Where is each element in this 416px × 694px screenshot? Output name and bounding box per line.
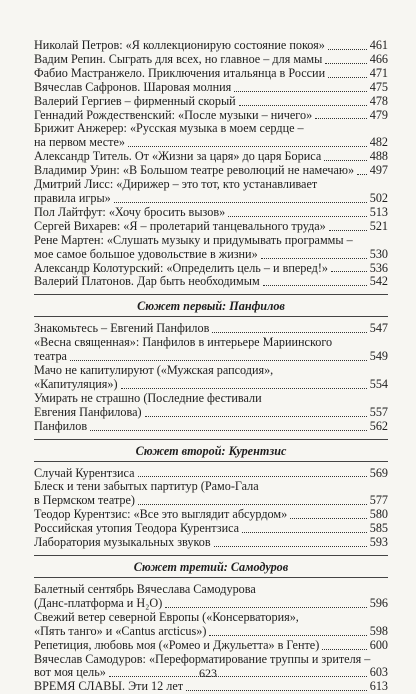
toc-entry bbox=[34, 150, 388, 164]
entry-page-number: 557 bbox=[369, 404, 388, 419]
toc-entry-line bbox=[34, 206, 388, 220]
dot-leader bbox=[328, 77, 367, 78]
section-divider bbox=[34, 555, 388, 556]
toc-entry bbox=[34, 639, 388, 653]
toc-entry-line bbox=[34, 583, 388, 597]
dot-leader bbox=[357, 174, 367, 175]
toc-entry-line bbox=[34, 522, 388, 536]
toc-entry-line bbox=[34, 150, 388, 164]
toc-entry bbox=[34, 53, 388, 67]
dot-leader bbox=[239, 105, 367, 106]
entry-title: Российская утопия Теодора Курентзиса bbox=[34, 521, 240, 536]
entry-page-number: 593 bbox=[369, 535, 388, 550]
toc-entry bbox=[34, 81, 388, 95]
dot-leader bbox=[228, 216, 367, 217]
entry-title: Мачо не капитулируют («Мужская рапсодия», bbox=[34, 363, 274, 378]
toc-entry bbox=[34, 583, 388, 611]
toc-entry-line bbox=[34, 392, 388, 406]
dot-leader bbox=[234, 91, 366, 92]
toc-entry bbox=[34, 67, 388, 81]
entry-title: (Данс-платформа и H₂O) bbox=[34, 595, 163, 610]
entry-title: «Весна священная»: Панфилов в интерьере Мариинского bbox=[34, 335, 333, 350]
toc-entry bbox=[34, 178, 388, 206]
toc-entry-line bbox=[34, 378, 388, 392]
section-title: Сюжет второй: Курентзис bbox=[135, 443, 287, 458]
entry-title: Блеск и тени забытых партитур (Рамо-Гала bbox=[34, 479, 259, 494]
entry-title: Вадим Репин. Сыграть для всех, но главное – для мамы bbox=[34, 51, 323, 66]
toc-entry bbox=[34, 206, 388, 220]
entry-title: Владимир Урин: «В Большом театре революций не намечаю» bbox=[34, 163, 355, 178]
toc-entry-line bbox=[34, 262, 388, 276]
page-number: 623 bbox=[199, 666, 217, 680]
toc-entry-line bbox=[34, 39, 388, 53]
toc-entry-line bbox=[34, 53, 388, 67]
entry-title: Лаборатория музыкальных звуков bbox=[34, 535, 211, 550]
toc-entry-line bbox=[34, 680, 388, 694]
entry-page-number: 542 bbox=[369, 274, 388, 289]
toc-entry-line bbox=[34, 406, 388, 420]
entry-page-number: 521 bbox=[369, 218, 388, 233]
dot-leader bbox=[70, 360, 367, 361]
entry-page-number: 536 bbox=[369, 260, 388, 275]
toc-entry-line bbox=[34, 248, 388, 262]
dot-leader bbox=[322, 649, 366, 650]
dot-leader bbox=[261, 258, 367, 259]
entry-page-number: 466 bbox=[369, 51, 388, 66]
entry-page-number: 598 bbox=[369, 623, 388, 638]
dot-leader bbox=[242, 532, 367, 533]
toc-entry-line bbox=[34, 597, 388, 611]
entry-title: Дмитрий Лисс: «Дирижер – это тот, кто устанавливает bbox=[34, 177, 318, 192]
toc-entry bbox=[34, 364, 388, 392]
table-of-contents bbox=[34, 39, 388, 694]
entry-title: Геннадий Рождественский: «После музыки – ничего» bbox=[34, 107, 313, 122]
entry-title: Умирать не страшно (Последние фестивали bbox=[34, 390, 262, 405]
entry-page-number: 513 bbox=[369, 204, 388, 219]
entry-page-number: 461 bbox=[369, 38, 388, 52]
entry-page-number: 471 bbox=[369, 65, 388, 80]
entry-page-number: 547 bbox=[369, 321, 388, 336]
dot-leader bbox=[325, 63, 366, 64]
entry-title: вот моя цель» bbox=[34, 665, 106, 680]
entry-title: в Пермском театре) bbox=[34, 493, 135, 508]
entry-title: правила игры» bbox=[34, 190, 111, 205]
entry-page-number: 475 bbox=[369, 79, 388, 94]
toc-entry bbox=[34, 522, 388, 536]
dot-leader bbox=[138, 504, 367, 505]
toc-entry bbox=[34, 109, 388, 123]
entry-title: мое самое большое удовольствие в жизни» bbox=[34, 246, 258, 261]
entry-page-number: 603 bbox=[369, 665, 388, 680]
dot-leader bbox=[209, 635, 366, 636]
toc-entry-line bbox=[34, 508, 388, 522]
entry-title: театра bbox=[34, 349, 67, 364]
toc-entry-line bbox=[34, 234, 388, 248]
section-title: Сюжет первый: Панфилов bbox=[137, 299, 285, 314]
toc-entry-line bbox=[34, 336, 388, 350]
entry-title: Вячеслав Сафронов. Шаровая молния bbox=[34, 79, 232, 94]
toc-entry bbox=[34, 420, 388, 434]
dot-leader bbox=[186, 690, 367, 691]
entry-title: Пол Лайтфут: «Хочу бросить вызов» bbox=[34, 204, 226, 219]
toc-entry-line bbox=[34, 467, 388, 481]
toc-entry-line bbox=[34, 536, 388, 550]
toc-entry bbox=[34, 95, 388, 109]
toc-entry bbox=[34, 262, 388, 276]
dot-leader bbox=[145, 416, 367, 417]
entry-page-number: 554 bbox=[369, 376, 388, 391]
toc-entry-line bbox=[34, 480, 388, 494]
dot-leader bbox=[329, 230, 367, 231]
dot-leader bbox=[324, 160, 366, 161]
entry-title: Валерий Гергиев – фирменный скорый bbox=[34, 93, 236, 108]
toc-entry-line bbox=[34, 494, 388, 508]
toc-entry-line bbox=[34, 639, 388, 653]
toc-entry-line bbox=[34, 350, 388, 364]
entry-title: Свежий ветер северной Европы («Консерватория», bbox=[34, 609, 299, 624]
entry-page-number: 497 bbox=[369, 163, 388, 178]
toc-entry bbox=[34, 275, 388, 289]
entry-page-number: 478 bbox=[369, 93, 388, 108]
entry-title: Теодор Курентзис: «Все это выглядит абсурдом» bbox=[34, 507, 288, 522]
entry-page-number: 580 bbox=[369, 507, 388, 522]
toc-entry bbox=[34, 467, 388, 481]
section-divider bbox=[34, 439, 388, 440]
toc-entry bbox=[34, 611, 388, 639]
entry-title: Репетиция, любовь моя («Ромео и Джульетта» в Генте) bbox=[34, 637, 320, 652]
toc-entry bbox=[34, 39, 388, 53]
entry-title: Рене Мартен: «Слушать музыку и придумывать программы – bbox=[34, 232, 353, 247]
entry-page-number: 549 bbox=[369, 349, 388, 364]
toc-entry bbox=[34, 392, 388, 420]
dot-leader bbox=[165, 607, 366, 608]
toc-entry-line bbox=[34, 420, 388, 434]
section-divider bbox=[34, 461, 388, 462]
dot-leader bbox=[290, 518, 367, 519]
entry-title: Николай Петров: «Я коллекционирую состояние покоя» bbox=[34, 38, 325, 52]
toc-entry bbox=[34, 680, 388, 694]
entry-title: «Капитуляция») bbox=[34, 376, 118, 391]
toc-entry bbox=[34, 220, 388, 234]
entry-page-number: 596 bbox=[369, 595, 388, 610]
entry-page-number: 479 bbox=[369, 107, 388, 122]
entry-title: на первом месте» bbox=[34, 135, 125, 150]
toc-entry-line bbox=[34, 67, 388, 81]
entry-title: Александр Колотурский: «Определить цель – и вперед!» bbox=[34, 260, 328, 275]
entry-page-number: 585 bbox=[369, 521, 388, 536]
section-divider bbox=[34, 316, 388, 317]
entry-page-number: 577 bbox=[369, 493, 388, 508]
toc-entry bbox=[34, 122, 388, 150]
entry-title: Балетный сентябрь Вячеслава Самодурова bbox=[34, 582, 256, 596]
entry-title: Валерий Платонов. Дар быть необходимым bbox=[34, 274, 260, 289]
dot-leader bbox=[214, 546, 367, 547]
entry-title: Александр Титель. От «Жизни за царя» до царя Бориса bbox=[34, 149, 322, 164]
entry-title: Евгения Панфилова) bbox=[34, 404, 142, 419]
section-divider bbox=[34, 294, 388, 295]
entry-page-number: 613 bbox=[369, 679, 388, 694]
toc-entry-line bbox=[34, 164, 388, 178]
toc-entry bbox=[34, 164, 388, 178]
dot-leader bbox=[90, 430, 367, 431]
dot-leader bbox=[263, 285, 367, 286]
toc-entry bbox=[34, 536, 388, 550]
toc-entry-line bbox=[34, 220, 388, 234]
entry-title: Случай Курентзиса bbox=[34, 465, 135, 480]
toc-entry-line bbox=[34, 322, 388, 336]
toc-entry bbox=[34, 322, 388, 336]
toc-entry bbox=[34, 480, 388, 508]
entry-page-number: 482 bbox=[369, 135, 388, 150]
section-divider bbox=[34, 577, 388, 578]
dot-leader bbox=[315, 118, 367, 119]
toc-entry-line bbox=[34, 81, 388, 95]
dot-leader bbox=[331, 271, 367, 272]
entry-page-number: 600 bbox=[369, 637, 388, 652]
toc-entry-line bbox=[34, 275, 388, 289]
entry-title: Знакомьтесь – Евгений Панфилов bbox=[34, 321, 210, 336]
toc-entry-line bbox=[34, 192, 388, 206]
toc-entry-line bbox=[34, 653, 388, 667]
entry-title: Панфилов bbox=[34, 418, 88, 433]
toc-entry-line bbox=[34, 95, 388, 109]
toc-entry-line bbox=[34, 178, 388, 192]
entry-title: «Пять танго» и «Cantus arcticus») bbox=[34, 623, 207, 638]
toc-entry-line bbox=[34, 109, 388, 123]
entry-page-number: 502 bbox=[369, 190, 388, 205]
entry-title: Вячеслав Самодуров: «Переформатирование труппы и зрителя – bbox=[34, 651, 371, 666]
toc-entry-line bbox=[34, 611, 388, 625]
toc-entry-line bbox=[34, 122, 388, 136]
entry-title: Сергей Вихарев: «Я – пролетарий танцевального труда» bbox=[34, 218, 326, 233]
dot-leader bbox=[212, 332, 366, 333]
toc-entry-line bbox=[34, 364, 388, 378]
entry-page-number: 530 bbox=[369, 246, 388, 261]
entry-page-number: 488 bbox=[369, 149, 388, 164]
dot-leader bbox=[114, 202, 367, 203]
entry-page-number: 562 bbox=[369, 418, 388, 433]
entry-title: Брижит Анжерер: «Русская музыка в моем сердце – bbox=[34, 121, 304, 136]
toc-entry-line bbox=[34, 136, 388, 150]
toc-entry-line bbox=[34, 625, 388, 639]
toc-entry bbox=[34, 336, 388, 364]
dot-leader bbox=[121, 388, 367, 389]
entry-title: ВРЕМЯ СЛАВЫ. Эти 12 лет bbox=[34, 679, 184, 694]
dot-leader bbox=[138, 476, 367, 477]
section-title: Сюжет третий: Самодуров bbox=[133, 560, 289, 574]
entry-title: Фабио Мастранжело. Приключения итальянца в России bbox=[34, 65, 326, 80]
entry-page-number: 569 bbox=[369, 465, 388, 480]
toc-entry bbox=[34, 508, 388, 522]
dot-leader bbox=[128, 146, 367, 147]
dot-leader bbox=[328, 49, 367, 50]
toc-entry bbox=[34, 234, 388, 262]
